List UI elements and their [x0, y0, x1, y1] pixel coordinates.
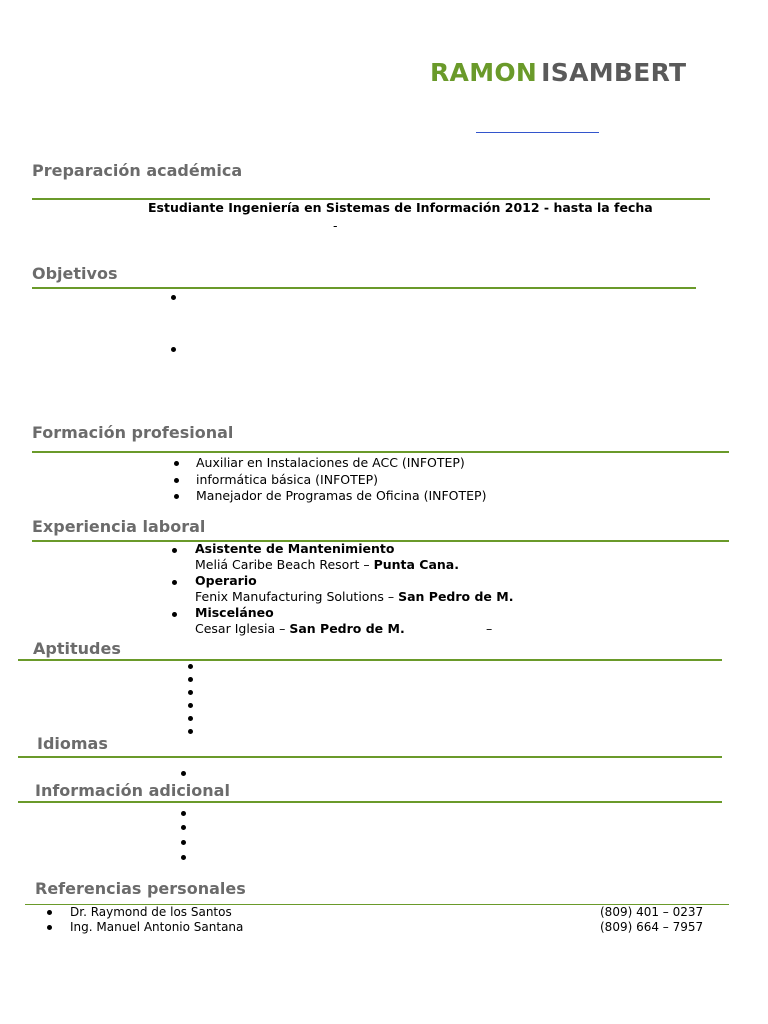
- bullet-icon: [171, 295, 176, 300]
- section-title-skills: Aptitudes: [33, 639, 121, 658]
- section-title-training: Formación profesional: [32, 423, 234, 442]
- section-title-academic: Preparación académica: [32, 161, 243, 180]
- bullet-icon: [172, 548, 177, 553]
- bullet-icon: [47, 925, 52, 930]
- bullet-icon: [174, 461, 179, 466]
- bullet-icon: [174, 494, 179, 499]
- job-role: Asistente de Mantenimiento: [195, 541, 395, 556]
- last-name: ISAMBERT: [541, 58, 687, 87]
- bullet-icon: [188, 729, 193, 734]
- reference-phone: (809) 401 – 0237: [600, 905, 704, 919]
- bullet-icon: [181, 825, 186, 830]
- job-location: San Pedro de M.: [398, 589, 514, 604]
- job-company-line: [195, 557, 459, 572]
- bullet-icon: [188, 703, 193, 708]
- section-divider: [32, 451, 729, 453]
- job-location: San Pedro de M.: [289, 621, 405, 636]
- training-item: informática básica (INFOTEP): [196, 472, 379, 487]
- job-company: Meliá Caribe Beach Resort –: [195, 557, 370, 572]
- reference-phone: (809) 664 – 7957: [600, 920, 704, 934]
- bullet-icon: [181, 771, 186, 776]
- bullet-icon: [47, 910, 52, 915]
- reference-name: Ing. Manuel Antonio Santana: [70, 920, 244, 934]
- job-company-line: [195, 621, 405, 636]
- section-divider: [18, 659, 722, 661]
- bullet-icon: [188, 716, 193, 721]
- section-divider: [32, 287, 696, 289]
- training-item: Auxiliar en Instalaciones de ACC (INFOTEP): [196, 455, 465, 470]
- academic-entry: Estudiante Ingeniería en Sistemas de Información 2012 - hasta la fecha: [148, 200, 653, 215]
- bullet-icon: [188, 677, 193, 682]
- job-trailing-dash: –: [486, 621, 493, 636]
- bullet-icon: [174, 478, 179, 483]
- training-item: Manejador de Programas de Oficina (INFOTEP): [196, 488, 487, 503]
- section-title-references: Referencias personales: [35, 879, 246, 898]
- bullet-icon: [188, 690, 193, 695]
- reference-name: Dr. Raymond de los Santos: [70, 905, 232, 919]
- job-location: Punta Cana.: [373, 557, 459, 572]
- bullet-icon: [172, 580, 177, 585]
- section-title-experience: Experiencia laboral: [32, 517, 206, 536]
- section-title-languages: Idiomas: [37, 734, 108, 753]
- academic-dash: -: [333, 218, 338, 233]
- section-divider: [18, 756, 722, 758]
- first-name: RAMON: [430, 58, 538, 87]
- job-role: Operario: [195, 573, 257, 588]
- contact-link-underline[interactable]: [476, 132, 599, 133]
- section-title-objectives: Objetivos: [32, 264, 118, 283]
- job-company: Cesar Iglesia –: [195, 621, 286, 636]
- resume-name: [430, 58, 686, 87]
- bullet-icon: [181, 811, 186, 816]
- job-company: Fenix Manufacturing Solutions –: [195, 589, 395, 604]
- bullet-icon: [181, 840, 186, 845]
- bullet-icon: [188, 664, 193, 669]
- bullet-icon: [171, 347, 176, 352]
- job-company-line: [195, 589, 513, 604]
- section-title-additional: Información adicional: [35, 781, 230, 800]
- section-divider: [18, 801, 722, 803]
- bullet-icon: [181, 855, 186, 860]
- bullet-icon: [172, 612, 177, 617]
- job-role: Misceláneo: [195, 605, 274, 620]
